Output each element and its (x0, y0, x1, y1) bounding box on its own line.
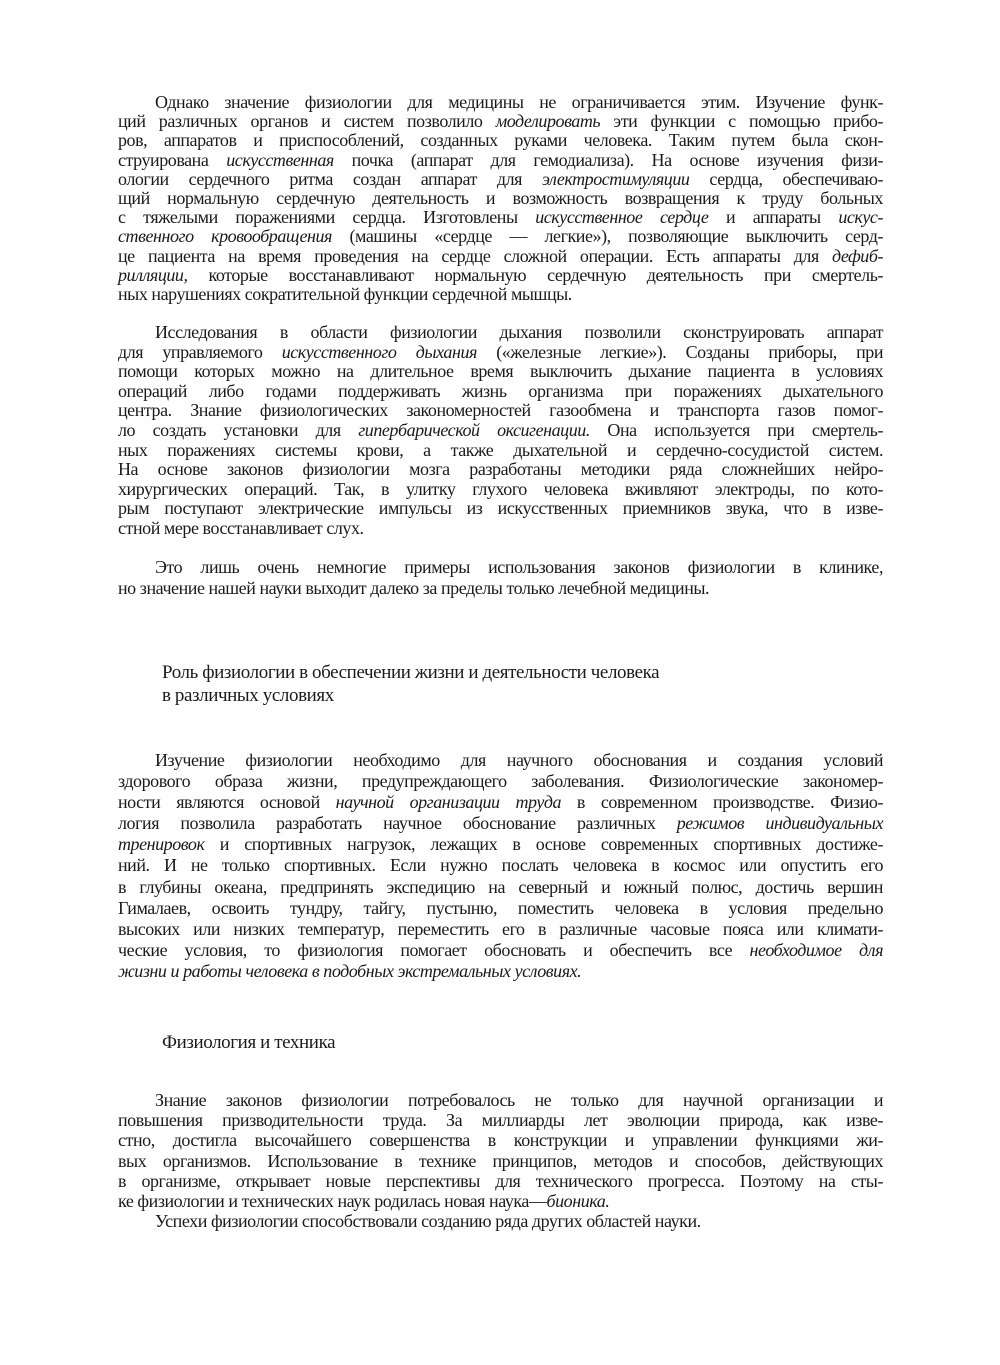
text-segment: струирована (118, 149, 227, 170)
italic-term: электростимуляции (541, 168, 690, 189)
paragraph-artificial-organs (118, 93, 883, 304)
text-segment: Успехи физиологии способствовали созданию ряда других областей науки. (155, 1211, 701, 1231)
text-line (118, 898, 883, 919)
paragraph-bionics (118, 1090, 883, 1211)
text-line (118, 266, 883, 285)
text-segment: с тяжелыми поражениями сердца. Изготовлены (118, 207, 536, 228)
text-line (118, 940, 883, 961)
text-segment: ческие условия, то физиология помогает обосновать и обеспечить все (118, 939, 750, 960)
text-segment: в современном производстве. Физио- (561, 792, 883, 813)
text-segment: щий нормальную сердечную деятельность и возможность возвращения к труду больных (118, 188, 883, 209)
text-line (118, 919, 883, 940)
text-line (118, 1130, 883, 1150)
text-segment: логия позволила разработать научное обоснование различных (118, 813, 677, 834)
text-segment: ров, аппаратов и приспособлений, созданных руками человека. Таким путем была скон- (118, 130, 883, 151)
text-segment: ности являются основой (118, 792, 336, 813)
text-line (118, 247, 883, 266)
text-line (118, 499, 883, 519)
text-segment: в организме, открывает новые перспективы для технического прогресса. Поэтому на сты- (118, 1170, 883, 1191)
italic-term: искусственного дыхания (281, 341, 477, 362)
text-segment: рым поступают электрические импульсы из искусственных приемников звука, что в изве- (118, 498, 883, 519)
text-segment: в глубины океана, предпринять экспедицию на северный и южный полюс, достичь вершин (118, 876, 883, 897)
text-segment: центра. Знание физиологических закономерностей газообмена и транспорта газов помог- (118, 400, 883, 421)
text-segment: Однако значение физиологии для медицины не ограничивается этим. Изучение функ- (155, 92, 883, 112)
text-line (118, 557, 883, 578)
text-line (118, 170, 883, 189)
heading-line: Физиология и техника (162, 1032, 336, 1053)
text-line (118, 382, 883, 402)
section-heading-role-of-physiology (162, 661, 659, 707)
text-segment: сердца, обеспечиваю- (689, 168, 883, 189)
italic-term: ственного кровообращения (118, 226, 332, 247)
italic-term: необходимое для (749, 939, 883, 960)
text-segment: повышения призводительности труда. За миллиарды лет эволюции природа, как изве- (118, 1110, 883, 1131)
section-heading-physiology-and-technology (162, 1031, 335, 1054)
italic-term: рилляции, (118, 264, 188, 285)
text-segment: операций либо годами поддерживать жизнь организма при поражениях дыхательного (118, 380, 883, 401)
text-segment: вых организмов. Использование в технике принципов, методов и способов, действующих (118, 1150, 883, 1171)
text-segment: ологии сердечного ритма создан аппарат для (118, 168, 542, 189)
italic-term: бионика. (546, 1191, 610, 1212)
paragraph-respiration (118, 323, 883, 539)
text-segment: ных нарушениях сократительной функции сердечной мышцы. (118, 284, 572, 305)
italic-term: моделировать (495, 111, 601, 132)
italic-term: научной организации труда (335, 792, 562, 813)
text-line (118, 855, 883, 876)
text-line (118, 323, 883, 343)
text-segment: ний. И не только спортивных. Если нужно послать человека в космос или опустить его (118, 855, 883, 876)
text-segment: стно, достигла высочайшего совершенства в конструкции и управлении функциями жи- (118, 1130, 883, 1151)
text-line (118, 112, 883, 131)
text-line (118, 771, 883, 792)
text-line (118, 1211, 883, 1231)
text-line (118, 208, 883, 227)
text-segment: Это лишь очень немногие примеры использования законов физиологии в клинике, (155, 557, 883, 577)
text-line (118, 792, 883, 813)
text-line (118, 1110, 883, 1130)
text-segment: и аппараты (708, 207, 839, 228)
text-line (118, 362, 883, 382)
text-line (118, 1191, 883, 1211)
text-segment: На основе законов физиологии мозга разработаны методики ряда сложнейших нейро- (118, 459, 883, 480)
text-segment: Изучение физиологии необходимо для научного обоснования и создания условий (155, 750, 883, 770)
text-segment: которые восстанавливают нормальную сердечную деятельность при смертель- (187, 264, 883, 285)
text-line (118, 834, 883, 855)
italic-term: жизни и работы человека в подобных экстремальных условиях. (118, 960, 582, 981)
text-segment: Она используется при смертель- (589, 419, 883, 440)
text-segment: эти функции с помощью прибо- (600, 111, 883, 132)
text-segment: почка (аппарат для гемодиализа). На основе изучения физи- (333, 149, 883, 170)
text-line (118, 961, 883, 982)
text-segment: и спортивных нагрузок, лежащих в основе современных спортивных достиже- (204, 834, 883, 855)
text-line (118, 1090, 883, 1110)
text-line (118, 285, 883, 304)
text-line (118, 93, 883, 112)
paragraph-clinic-examples (118, 557, 883, 598)
text-segment: здорового образа жизни, предупреждающего заболевания. Физиологические закономер- (118, 771, 883, 792)
text-segment: ций различных органов и систем позволило (118, 111, 496, 132)
text-segment: помощи которых можно на длительное время выключить дыхание пациента в условиях (118, 361, 883, 382)
italic-term: искус- (838, 207, 883, 228)
text-line (118, 813, 883, 834)
text-segment: (машины «сердце — легкие»), позволяющие выключить серд- (331, 226, 883, 247)
text-segment: це пациента на время проведения на сердце сложной операции. Есть аппараты для (118, 245, 832, 266)
text-line (118, 189, 883, 208)
text-segment: Гималаев, освоить тундру, тайгу, пустыню, поместить человека в условия предельно (118, 897, 883, 918)
text-line (118, 519, 883, 539)
italic-term: искусственное сердце (535, 207, 709, 228)
italic-term: искусственная (226, 149, 334, 170)
italic-term: тренировок (118, 834, 205, 855)
text-segment: для управляемого (118, 341, 282, 362)
text-line (118, 480, 883, 500)
text-segment: Исследования в области физиологии дыхания позволили сконструировать аппарат (155, 322, 883, 342)
paragraph-other-sciences (118, 1211, 883, 1231)
text-line (118, 421, 883, 441)
text-line (118, 227, 883, 246)
text-line (118, 1151, 883, 1171)
text-segment: ло создать установки для (118, 419, 359, 440)
italic-term: режимов индивидуальных (676, 813, 883, 834)
text-line (118, 441, 883, 461)
text-line (118, 1171, 883, 1191)
text-segment: Знание законов физиологии потребовалось не только для научной организации и (155, 1090, 883, 1110)
italic-term: гипербарической оксигенации. (358, 419, 590, 440)
text-line (118, 401, 883, 421)
text-line (118, 578, 883, 599)
text-segment: высоких или низких температур, переместить его в различные часовые пояса или климати- (118, 918, 883, 939)
text-line (118, 460, 883, 480)
heading-line: в различных условиях (162, 685, 334, 706)
text-line (118, 343, 883, 363)
text-line (118, 131, 883, 150)
text-line (118, 151, 883, 170)
text-line (118, 877, 883, 898)
text-segment: хирургических операций. Так, в улитку глухого человека вживляют электроды, по кото- (118, 478, 883, 499)
text-segment: но значение нашей науки выходит далеко за пределы только лечебной медицины. (118, 577, 710, 598)
paragraph-healthy-lifestyle (118, 750, 883, 982)
text-segment: ке физиологии и технических наук родилась новая наука— (118, 1191, 547, 1212)
text-segment: («железные легкие»). Созданы приборы, при (476, 341, 883, 362)
heading-line: Роль физиологии в обеспечении жизни и деятельности человека (162, 662, 660, 683)
text-line (118, 750, 883, 771)
text-segment: ных поражениях системы крови, а также дыхательной и сердечно-сосудистой систем. (118, 439, 883, 460)
text-segment: стной мере восстанавливает слух. (118, 517, 364, 538)
italic-term: дефиб- (832, 245, 883, 266)
